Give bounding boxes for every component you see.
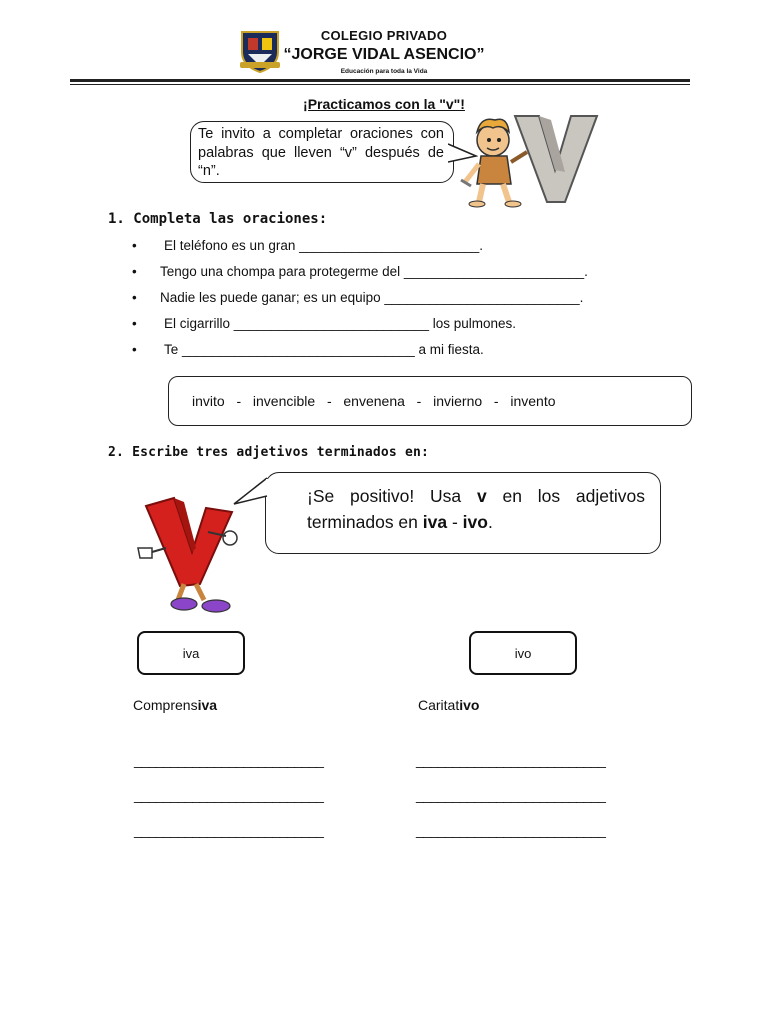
sentence-4-after: los pulmones. [429,316,517,331]
sentence-3-blank[interactable]: __________________________ [384,290,580,305]
sentence-1-blank[interactable]: ________________________ [299,238,480,253]
answer-line-iva-3[interactable]: __________________________ [134,822,324,838]
school-name: “JORGE VIDAL ASENCIO” [283,46,485,63]
sentence-2-after: . [584,264,588,279]
sentence-4-blank[interactable]: __________________________ [233,316,429,331]
tip-suffix-ivo: ivo [462,512,488,532]
caveman-stone-v-illustration [455,110,605,210]
bullet-icon: • [132,342,137,357]
intro-bubble-text: Te invito a completar oraciones con palabras que lleven “v” después de “n”. [198,126,444,179]
suffix-box-iva [137,631,245,675]
sentence-4 [164,316,516,331]
bullet-icon: • [132,264,137,279]
sentence-5-before: Te [164,342,183,357]
example-right-stem: Caritat [418,697,460,713]
sentence-1-after: . [479,238,484,253]
tip-suffix-iva: iva [422,512,448,532]
sentence-5-blank[interactable]: _______________________________ [182,342,415,357]
answer-line-ivo-1[interactable]: __________________________ [416,752,606,768]
suffix-box-ivo [469,631,577,675]
sentence-3 [160,290,583,305]
sentence-1 [164,238,483,253]
tip-text-2: en los adjetivos terminados en [307,486,645,532]
header-divider [70,79,690,82]
sentence-2 [160,264,588,279]
sentence-3-after: . [579,290,584,305]
sentence-2-before: Tengo una chompa para protegerme del [160,264,404,279]
answer-line-ivo-2[interactable]: __________________________ [416,787,606,803]
example-comprensiva [133,697,217,713]
sentence-3-before: Nadie les puede ganar; es un equipo [160,290,385,305]
school-motto: Educación para toda la Vida [340,68,428,75]
tip-bubble-tail [232,474,270,506]
suffix-label-iva: iva [182,645,200,661]
bullet-icon: • [132,316,137,331]
sentence-4-before: El cigarrillo [164,316,234,331]
sentence-1-before: El teléfono es un gran [164,238,300,253]
answer-line-ivo-3[interactable]: __________________________ [416,822,606,838]
bullet-icon: • [132,238,137,253]
suffix-label-ivo: ivo [514,645,532,661]
section-2-heading: 2. Escribe tres adjetivos terminados en: [108,445,430,460]
sentence-2-blank[interactable]: ________________________ [403,264,585,279]
tip-letter-v: v [476,486,487,506]
example-left-stem: Comprens [133,697,198,713]
tip-text-3: - [447,512,463,532]
tip-text-1: ¡Se positivo! Usa [307,486,477,506]
tip-bubble-text [307,483,645,535]
school-type: COLEGIO PRIVADO [320,28,448,43]
answer-line-iva-1[interactable]: __________________________ [134,752,324,768]
sentence-5-after: a mi fiesta. [414,342,484,357]
header-divider-thin [70,84,690,85]
tip-text-4: . [487,512,493,532]
example-right-suffix: ivo [459,697,480,713]
sentence-5 [164,342,484,357]
answer-line-iva-2[interactable]: __________________________ [134,787,324,803]
section-1-heading: 1. Completa las oraciones: [108,211,328,227]
worksheet-title: ¡Practicamos con la "v"! [303,96,465,112]
example-left-suffix: iva [197,697,218,713]
bullet-icon: • [132,290,137,305]
red-v-mascot-illustration [134,492,249,614]
example-caritativo [418,697,479,713]
word-bank-text: invito - invencible - envenena - invierno - invento [192,393,556,409]
